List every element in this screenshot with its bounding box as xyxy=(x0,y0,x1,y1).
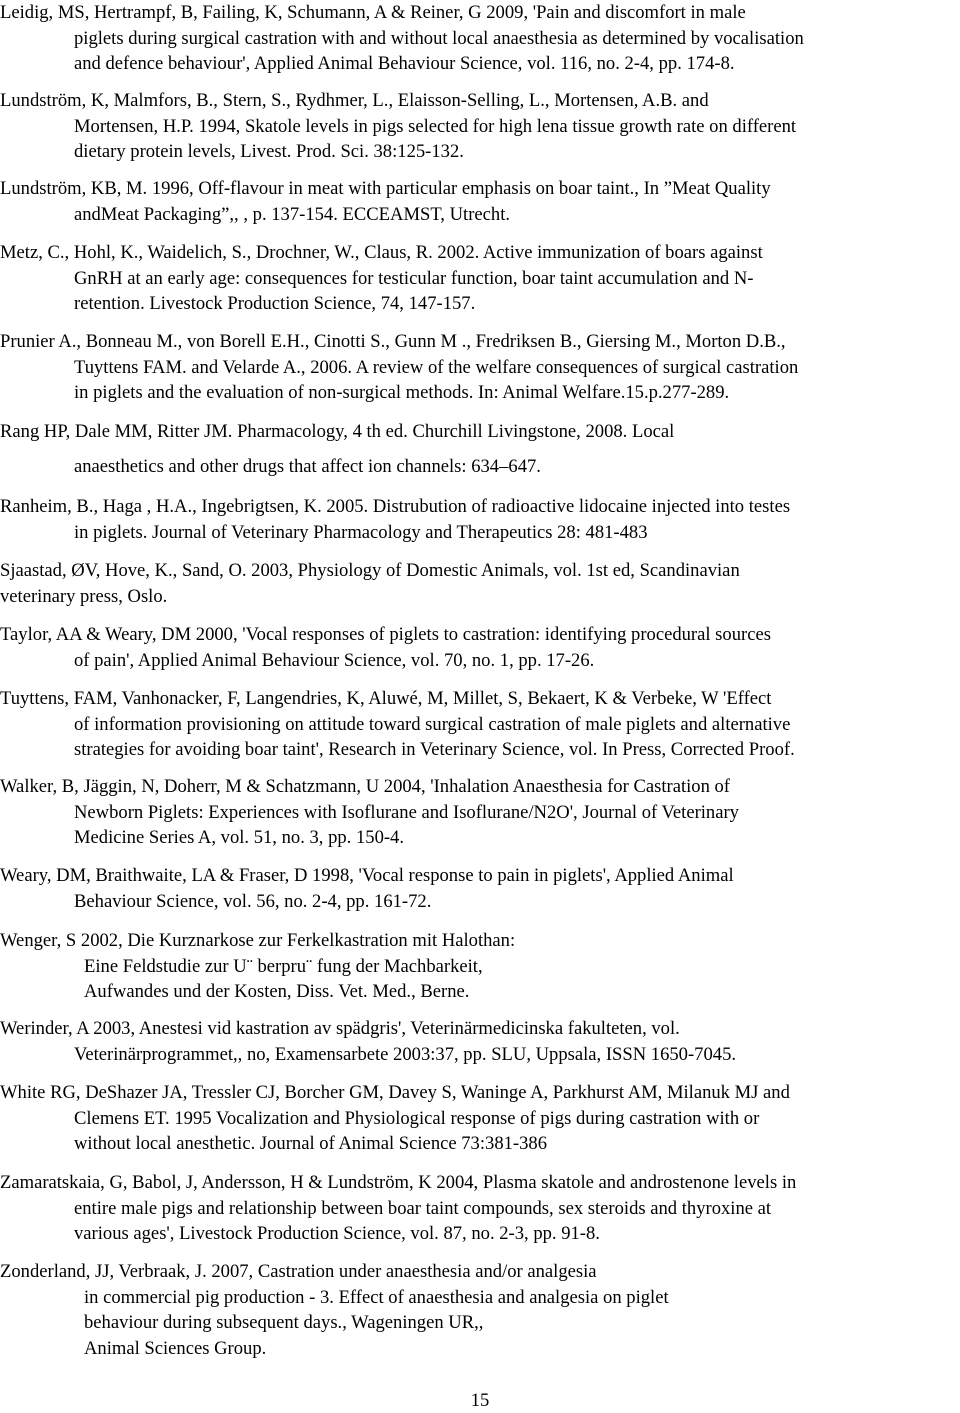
reference-line: anaesthetics and other drugs that affect ion channels: 634–647. xyxy=(74,455,541,477)
reference-line: Leidig, MS, Hertrampf, B, Failing, K, Schumann, A & Reiner, G 2009, 'Pain and discomfort in male xyxy=(0,2,746,23)
reference-entry xyxy=(0,240,958,317)
reference-entry xyxy=(0,0,958,77)
reference-entry xyxy=(0,1170,958,1247)
reference-line: Taylor, AA & Weary, DM 2000, 'Vocal responses of piglets to castration: identifying procedural sources xyxy=(0,624,771,645)
reference-line: Metz, C., Hohl, K., Waidelich, S., Drochner, W., Claus, R. 2002. Active immunization of boars against xyxy=(0,242,763,263)
reference-line: Ranheim, B., Haga , H.A., Ingebrigtsen, K. 2005. Distrubution of radioactive lidocaine injected into testes xyxy=(0,496,791,517)
reference-entry xyxy=(0,176,958,227)
reference-entry xyxy=(0,419,958,479)
reference-line: behaviour during subsequent days., Wageningen UR,, xyxy=(84,1312,484,1334)
reference-line: strategies for avoiding boar taint', Research in Veterinary Science, vol. In Press, Corrected Proof. xyxy=(74,739,795,761)
reference-entry xyxy=(0,558,958,609)
reference-entry xyxy=(0,863,958,914)
reference-line: in piglets. Journal of Veterinary Pharmacology and Therapeutics 28: 481-483 xyxy=(74,521,648,543)
reference-line: Sjaastad, ØV, Hove, K., Sand, O. 2003, Physiology of Domestic Animals, vol. 1st ed, Scandinavian xyxy=(0,560,740,581)
reference-line: Rang HP, Dale MM, Ritter JM. Pharmacology, 4 th ed. Churchill Livingstone, 2008. Local xyxy=(0,421,675,442)
reference-line: Veterinärprogrammet,, no, Examensarbete 2003:37, pp. SLU, Uppsala, ISSN 1650-7045. xyxy=(74,1043,737,1065)
reference-line: Zonderland, JJ, Verbraak, J. 2007, Castration under anaesthesia and/or analgesia xyxy=(0,1261,597,1282)
reference-entry xyxy=(0,928,958,1005)
reference-line: Lundström, KB, M. 1996, Off-flavour in meat with particular emphasis on boar taint., In ”Meat Quality xyxy=(0,178,771,199)
reference-line: Walker, B, Jäggin, N, Doherr, M & Schatzmann, U 2004, 'Inhalation Anaesthesia for Castration of xyxy=(0,776,731,797)
reference-entry xyxy=(0,686,958,763)
reference-line: Lundström, K, Malmfors, B., Stern, S., Rydhmer, L., Elaisson-Selling, L., Mortensen, A.B. and xyxy=(0,90,709,111)
reference-entry xyxy=(0,622,958,673)
reference-line: veterinary press, Oslo. xyxy=(0,585,168,607)
reference-line: Mortensen, H.P. 1994, Skatole levels in pigs selected for high lena tissue growth rate on different xyxy=(74,115,797,137)
reference-line: Weary, DM, Braithwaite, LA & Fraser, D 1998, 'Vocal response to pain in piglets', Applied Animal xyxy=(0,865,734,886)
reference-line: dietary protein levels, Livest. Prod. Sci. 38:125-132. xyxy=(74,141,464,163)
reference-line: retention. Livestock Production Science, 74, 147-157. xyxy=(74,293,476,315)
reference-entry xyxy=(0,329,958,406)
reference-line: Eine Feldstudie zur U¨ berpru¨ fung der Machbarkeit, xyxy=(84,955,483,977)
reference-line: various ages', Livestock Production Science, vol. 87, no. 2-3, pp. 91-8. xyxy=(74,1223,600,1245)
reference-line: Tuyttens FAM. and Velarde A., 2006. A review of the welfare consequences of surgical castration xyxy=(74,356,799,378)
reference-line: Wenger, S 2002, Die Kurznarkose zur Ferkelkastration mit Halothan: xyxy=(0,930,516,951)
reference-line: of information provisioning on attitude toward surgical castration of male piglets and alternative xyxy=(74,713,791,735)
reference-entry xyxy=(0,1259,958,1361)
reference-line: Prunier A., Bonneau M., von Borell E.H., Cinotti S., Gunn M ., Fredriksen B., Giersing M., Morton D.B., xyxy=(0,331,786,352)
reference-entry xyxy=(0,774,958,851)
reference-line: of pain', Applied Animal Behaviour Science, vol. 70, no. 1, pp. 17-26. xyxy=(74,649,595,671)
reference-line: Zamaratskaia, G, Babol, J, Andersson, H & Lundström, K 2004, Plasma skatole and androstenone levels in xyxy=(0,1172,797,1193)
reference-line: Aufwandes und der Kosten, Diss. Vet. Med., Berne. xyxy=(84,981,470,1003)
reference-line: entire male pigs and relationship between boar taint compounds, sex steroids and thyroxine at xyxy=(74,1197,772,1219)
reference-entry xyxy=(0,88,958,165)
reference-line: Newborn Piglets: Experiences with Isoflurane and Isoflurane/N2O', Journal of Veterinary xyxy=(74,801,739,823)
reference-line: in commercial pig production - 3. Effect of anaesthesia and analgesia on piglet xyxy=(84,1286,669,1308)
reference-line: Werinder, A 2003, Anestesi vid kastration av spädgris', Veterinärmedicinska fakulteten, vol. xyxy=(0,1018,680,1039)
reference-line: Clemens ET. 1995 Vocalization and Physiological response of pigs during castration with or xyxy=(74,1107,760,1129)
reference-line: in piglets and the evaluation of non-surgical methods. In: Animal Welfare.15.p.277-289. xyxy=(74,382,730,404)
reference-line: Animal Sciences Group. xyxy=(84,1337,267,1359)
reference-entry xyxy=(0,1080,958,1157)
reference-entry xyxy=(0,494,958,545)
reference-line: Behaviour Science, vol. 56, no. 2-4, pp. 161-72. xyxy=(74,890,432,912)
reference-line: without local anesthetic. Journal of Animal Science 73:381-386 xyxy=(74,1133,547,1155)
reference-line: piglets during surgical castration with and without local anaesthesia as determined by vocalisation xyxy=(74,27,804,49)
page-number: 15 xyxy=(470,1390,490,1411)
reference-line: andMeat Packaging”,, , p. 137-154. ECCEAMST, Utrecht. xyxy=(74,203,511,225)
reference-line: and defence behaviour', Applied Animal Behaviour Science, vol. 116, no. 2-4, pp. 174-8. xyxy=(74,53,735,75)
reference-line: Tuyttens, FAM, Vanhonacker, F, Langendries, K, Aluwé, M, Millet, S, Bekaert, K & Verbeke, W 'Effect xyxy=(0,688,772,709)
reference-line: White RG, DeShazer JA, Tressler CJ, Borcher GM, Davey S, Waninge A, Parkhurst AM, Milanuk MJ and xyxy=(0,1082,790,1103)
reference-line: Medicine Series A, vol. 51, no. 3, pp. 150-4. xyxy=(74,827,405,849)
reference-line: GnRH at an early age: consequences for testicular function, boar taint accumulation and N- xyxy=(74,267,754,289)
reference-entry xyxy=(0,1016,958,1067)
